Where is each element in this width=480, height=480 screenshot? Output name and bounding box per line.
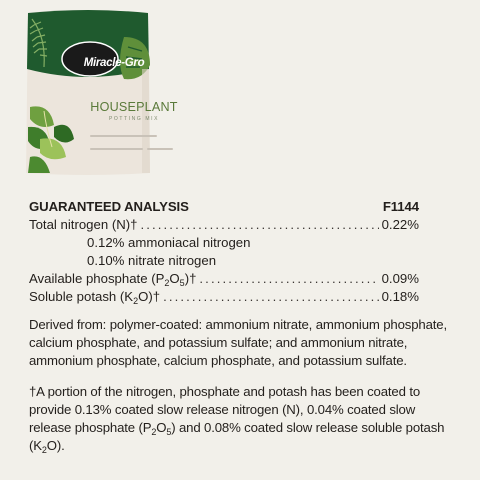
subscript: 5: [166, 427, 172, 438]
footnote-text: [29, 383, 449, 455]
product-bag-image: [24, 7, 178, 177]
analysis-heading-row: [29, 198, 419, 216]
nitrogen-row: [29, 216, 419, 234]
subscript: 2: [164, 278, 170, 288]
potash-label-text: O)†: [138, 289, 161, 304]
nitrate-nitrogen: 0.10% nitrate nitrogen: [87, 253, 217, 268]
subscript: 2: [41, 445, 47, 456]
nitrate-row: [29, 252, 419, 270]
phosphate-value: 0.09%: [381, 271, 419, 286]
subscript: 2: [133, 296, 139, 306]
phosphate-label-text: Available phosphate (P: [29, 271, 165, 286]
fine-print-lines: [90, 132, 176, 158]
footnote-part: O).: [46, 438, 65, 454]
footnote-part: O: [156, 420, 167, 436]
nitrogen-label: Total nitrogen (N)†: [29, 217, 138, 232]
potash-label: [29, 288, 160, 306]
nitrogen-value: 0.22%: [381, 217, 419, 232]
phosphate-label-text: O: [169, 271, 180, 286]
product-code: F1144: [382, 199, 419, 214]
leader-dots: [163, 288, 378, 306]
product-subtitle: POTTING MIX: [108, 116, 160, 122]
potash-row: [29, 288, 419, 306]
brand-logo: Miracle-Gro: [83, 57, 145, 69]
guaranteed-analysis: [29, 198, 447, 468]
ammoniacal-row: [29, 234, 419, 252]
phosphate-label-text: )†: [184, 271, 197, 286]
footnote-part: ) and 0.08% coated slow release soluble potash (K: [29, 420, 445, 454]
potash-value: 0.18%: [381, 289, 419, 304]
subscript: 2: [151, 427, 157, 438]
product-title: HOUSEPLANT: [90, 100, 178, 114]
ammoniacal-nitrogen: 0.12% ammoniacal nitrogen: [87, 235, 251, 250]
phosphate-row: [29, 270, 419, 288]
phosphate-label: [29, 270, 196, 288]
leader-dots: [140, 216, 378, 234]
subscript: 5: [179, 278, 185, 288]
footnote-part: †A portion of the nitrogen, phosphate and potash has been coated to provide 0.13% coated slow release nitrogen (N), 0.04% coated slow release phosphate (P: [29, 384, 421, 436]
leader-dots: [199, 270, 378, 288]
potash-label-text: Soluble potash (K: [29, 289, 134, 304]
analysis-heading: GUARANTEED ANALYSIS: [29, 199, 189, 214]
derived-from-text: Derived from: polymer-coated: ammonium nitrate, ammonium phosphate, calcium phosphate, and potassium sulfate; and ammonium nitrate, ammonium phosphate, calcium phosphate, and potassium sulfate.: [29, 317, 447, 368]
